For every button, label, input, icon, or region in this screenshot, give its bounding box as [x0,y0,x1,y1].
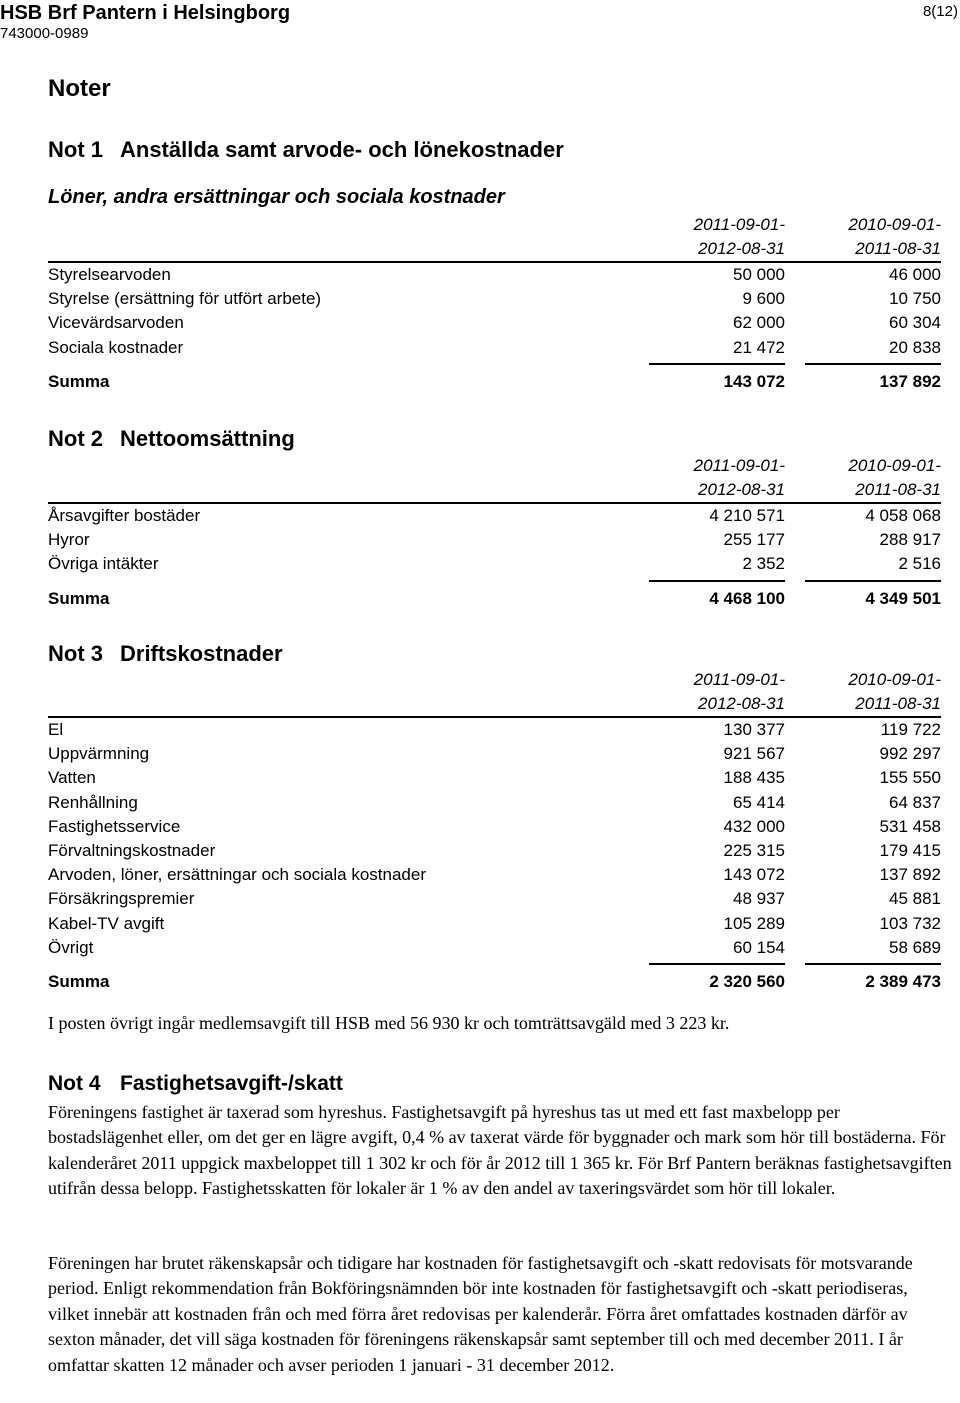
row-label: El [48,720,64,739]
note4-number: Not 4 [48,1072,101,1095]
row-label: Vicevärdsarvoden [48,313,184,333]
note4-paragraph-1: Föreningens fastighet är taxerad som hyreshus. Fastighetsavgift på hyreshus tas ut med ett fast maxbelopp per bostadslägenhet eller, om det ger en lägre avgift, 0,4 % av taxerat värde för byggnader och mark som hör till bostäderna. För kalenderåret 2011 uppgick maxbeloppet till 1 302 kr och för år 2012 till 1 365 kr. För Brf Pantern beräknas fastighetsavgiften utifrån dessa belopp. Fastighetsskatten för lokaler är 1 % av den andel av taxeringsvärdet som hör till lokaler. [48,1102,952,1199]
note3-table [48,668,941,994]
note4-title: Fastighetsavgift-/skatt [120,1072,343,1095]
value-previous-period: 119 722 [880,720,941,739]
note3-heading [48,641,283,667]
value-previous-period: 20 838 [889,337,941,357]
note2-table [48,454,941,611]
value-current-period: 9 600 [742,289,785,309]
period-header [48,213,941,261]
value-previous-period: 10 750 [889,289,941,309]
section-title: Noter [48,75,111,102]
value-current-period: 4 210 571 [709,506,785,525]
table-row [48,887,941,911]
value-current-period: 21 472 [733,337,785,357]
document-title: HSB Brf Pantern i Helsingborg [0,2,291,24]
note3-number: Not 3 [48,641,103,666]
note2-heading [48,426,295,452]
row-label: Övriga intäkter [48,554,159,574]
note1-number: Not 1 [48,137,103,162]
sum-row: Summa 143 072 137 892 [48,371,941,391]
period1-header: 2011-09-01- 2012-08-31 [693,456,785,499]
note1-table [48,213,941,394]
sum-rule [48,360,941,366]
row-label: Hyror [48,530,90,550]
value-previous-period: 4 058 068 [865,506,941,525]
table-row [48,528,941,552]
period-header [48,454,941,502]
note2-title: Nettoomsättning [120,426,295,451]
value-current-period: 188 435 [723,768,785,788]
value-current-period: 2 352 [742,554,785,574]
table-row [48,552,941,576]
period1-header: 2011-09-01- 2012-08-31 [693,215,785,258]
value-current-period: 62 000 [733,313,785,333]
table-row [48,287,941,311]
table-row [48,791,941,815]
value-current-period: 50 000 [733,265,785,284]
note4-heading [48,1072,343,1096]
table-row [48,504,941,528]
row-label: Årsavgifter bostäder [48,506,201,525]
org-number: 743000-0989 [0,25,89,42]
table-row [48,742,941,766]
row-label: Styrelsearvoden [48,265,171,284]
sum-row: Summa 4 468 100 4 349 501 [48,588,941,608]
note1-subtitle: Löner, andra ersättningar och sociala kostnader [48,186,505,208]
table-row [48,936,941,960]
value-previous-period: 179 415 [879,840,941,860]
row-label: Arvoden, löner, ersättningar och sociala kostnader [48,865,427,885]
note4-paragraph-2: Föreningen har brutet räkenskapsår och tidigare har kostnaden för fastighetsavgift och -skatt redovisats för motsvarande period. Enligt rekommendation från Bokföringsnämnden bör inte kostnaden för fastighetsavgift och -skatt periodiseras, vilket innebär att kostnaden från och med förra året redovisas per kalenderår. Förra året omfattades kostnaden därför av sexton månader, det vill säga kostnaden för föreningens räkenskapsår samt september till och med december 2011. I år omfattar skatten 12 månader och avser perioden 1 januari - 31 december 2012. [48,1253,913,1375]
row-label: Renhållning [48,792,138,812]
period2-header: 2010-09-01- 2011-08-31 [848,456,941,499]
note3-title: Driftskostnader [120,641,283,666]
row-label: Kabel-TV avgift [48,913,165,933]
sum-row: Summa 2 320 560 2 389 473 [48,971,941,991]
value-current-period: 60 154 [733,937,785,957]
table-row [48,263,941,287]
table-row [48,912,941,936]
sum-rule [48,577,941,583]
value-previous-period: 45 881 [889,889,941,909]
value-previous-period: 992 297 [879,744,941,764]
note1-title: Anställda samt arvode- och lönekostnader [120,137,564,162]
period-header [48,668,941,716]
value-current-period: 48 937 [733,889,785,909]
value-current-period: 65 414 [733,792,785,812]
value-previous-period: 531 458 [879,816,941,836]
table-row [48,815,941,839]
value-previous-period: 288 917 [879,530,941,550]
table-row [48,863,941,887]
value-previous-period: 58 689 [889,937,941,957]
value-previous-period: 46 000 [889,265,941,284]
sum-rule [48,960,941,966]
table-row [48,766,941,790]
value-previous-period: 2 516 [898,554,941,574]
table-row [48,839,941,863]
table-row [48,311,941,335]
note2-number: Not 2 [48,426,103,451]
page-number: 8(12) [922,3,958,20]
value-previous-period: 137 892 [879,865,941,885]
note1-heading [48,137,564,163]
row-label: Försäkringspremier [48,889,195,909]
row-label: Vatten [48,768,96,788]
row-label: Fastighetsservice [48,816,181,836]
value-current-period: 225 315 [723,840,785,860]
row-label: Övrigt [48,937,94,957]
value-current-period: 105 289 [723,913,785,933]
value-current-period: 255 177 [723,530,785,550]
row-label: Sociala kostnader [48,337,184,357]
row-label: Förvaltningskostnader [48,840,216,860]
value-current-period: 143 072 [723,865,785,885]
value-previous-period: 60 304 [889,313,941,333]
period2-header: 2010-09-01- 2011-08-31 [848,670,941,713]
note3-footnote: I posten övrigt ingår medlemsavgift till HSB med 56 930 kr och tomträttsavgäld med 3 223 kr. [48,1013,730,1033]
value-previous-period: 64 837 [889,792,941,812]
value-previous-period: 103 732 [879,913,941,933]
value-current-period: 130 377 [723,720,785,739]
table-row [48,718,941,742]
value-current-period: 432 000 [723,816,785,836]
table-row [48,336,941,360]
period1-header: 2011-09-01- 2012-08-31 [693,670,785,713]
row-label: Styrelse (ersättning för utfört arbete) [48,289,322,309]
row-label: Uppvärmning [48,744,150,764]
value-current-period: 921 567 [723,744,785,764]
value-previous-period: 155 550 [879,768,941,788]
period2-header: 2010-09-01- 2011-08-31 [848,215,941,258]
